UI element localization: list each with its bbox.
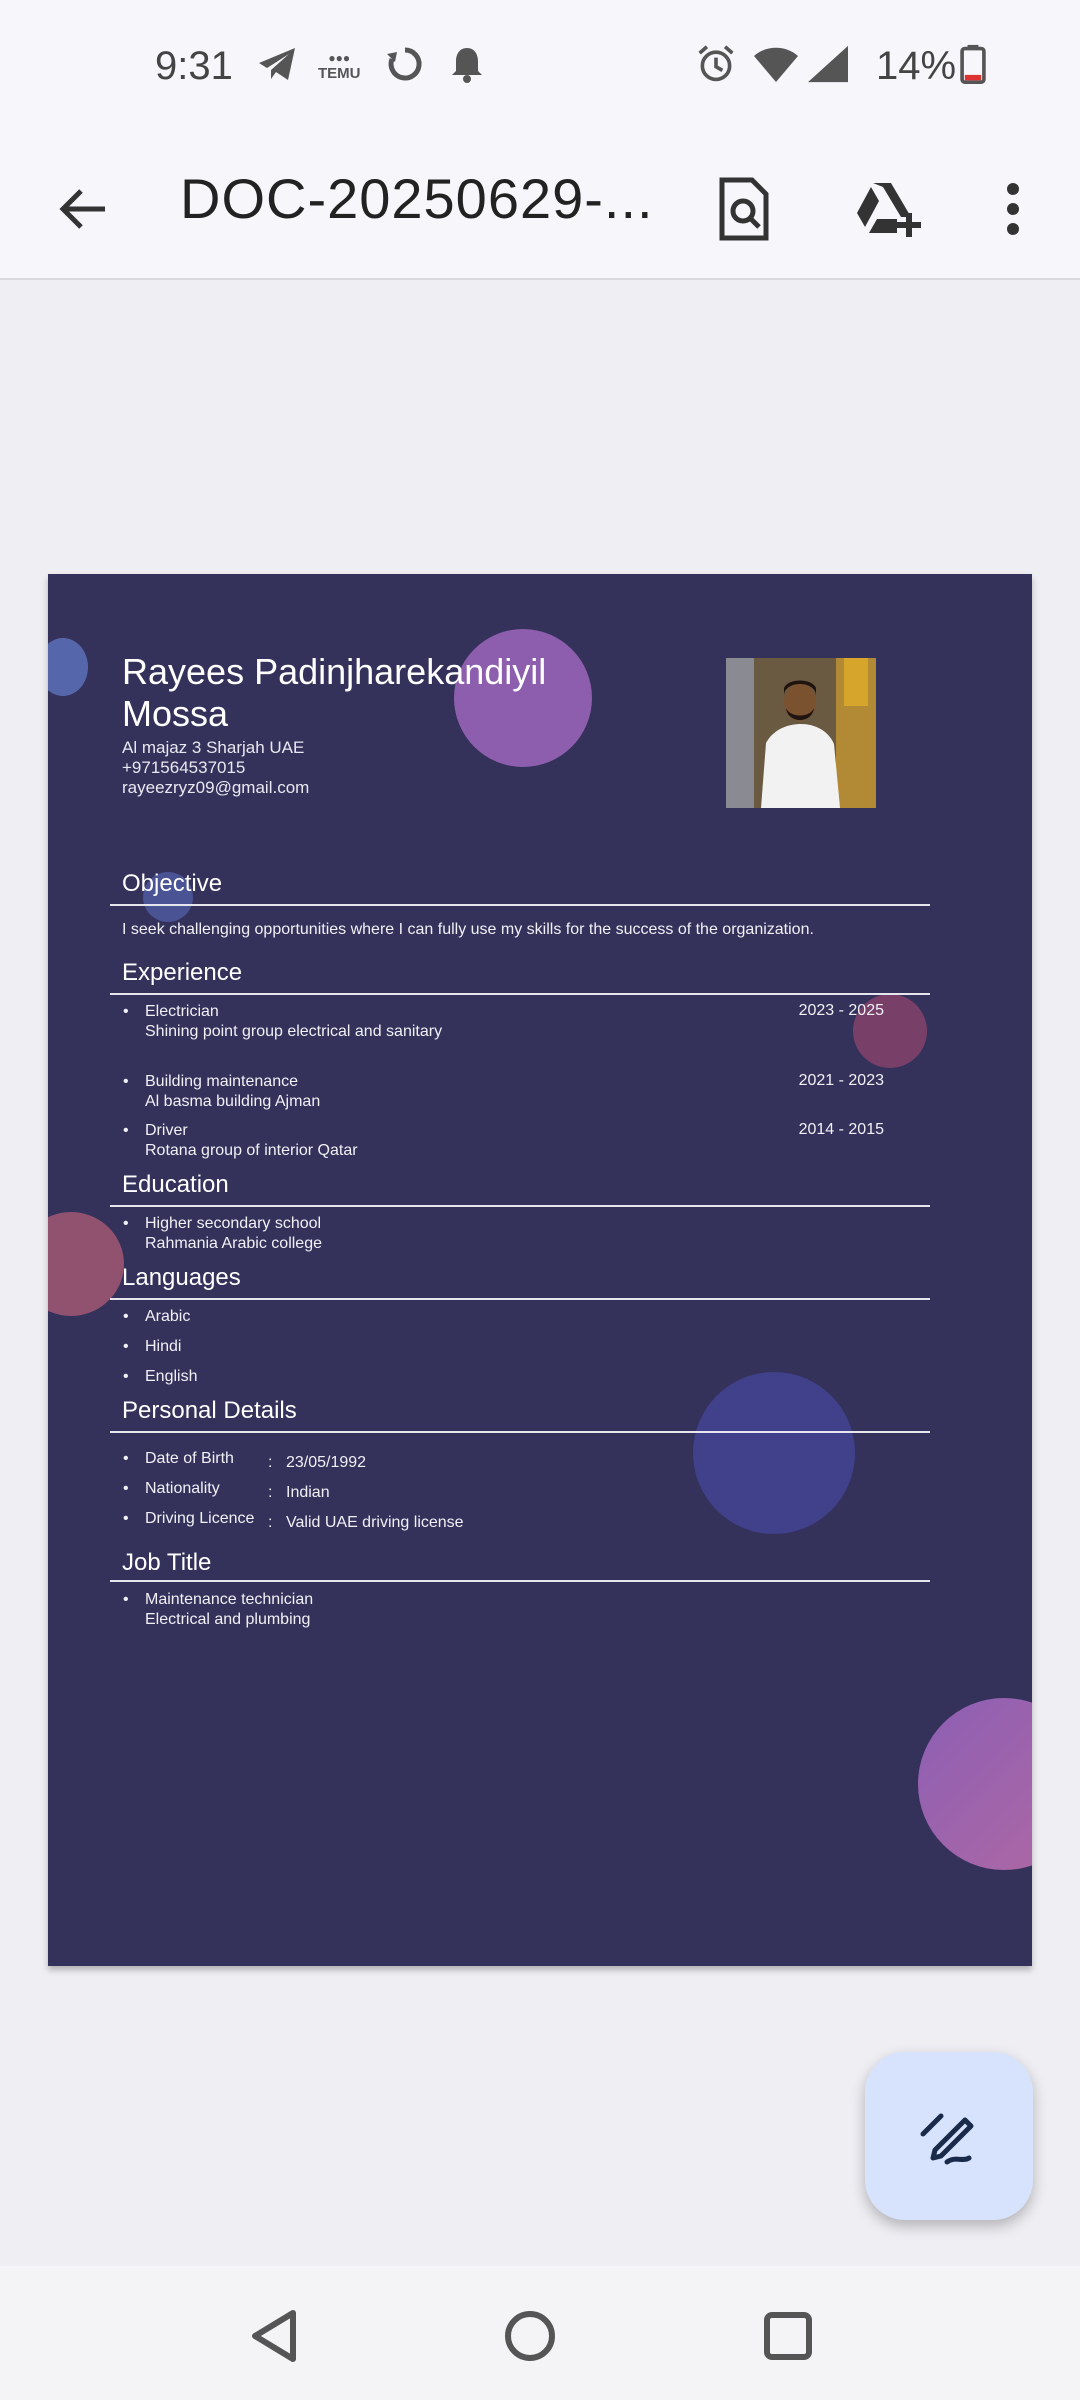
personal-value: Valid UAE driving license bbox=[286, 1514, 464, 1531]
objective-heading: Objective bbox=[122, 870, 223, 897]
experience-company: Rotana group of interior Qatar bbox=[145, 1142, 358, 1159]
job-title-line: Electrical and plumbing bbox=[145, 1611, 311, 1628]
personal-label: • Date of Birth bbox=[145, 1449, 234, 1469]
email-text: rayeezryz09@gmail.com bbox=[122, 778, 310, 797]
personal-label: • Driving Licence bbox=[145, 1509, 254, 1529]
education-heading: Education bbox=[122, 1171, 229, 1198]
education-item bbox=[145, 1214, 322, 1254]
document-title: DOC-20250629-... bbox=[180, 167, 654, 230]
sync-icon bbox=[385, 44, 425, 84]
experience-item bbox=[145, 1072, 320, 1112]
add-to-drive-button[interactable] bbox=[843, 164, 933, 254]
nav-back-icon bbox=[249, 2309, 299, 2363]
more-options-button[interactable] bbox=[968, 164, 1058, 254]
phone-text: +971564537015 bbox=[122, 758, 246, 777]
job-title-item bbox=[145, 1590, 313, 1630]
experience-item bbox=[145, 1002, 442, 1042]
personal-value: 23/05/1992 bbox=[286, 1454, 367, 1471]
personal-details-heading: Personal Details bbox=[122, 1397, 297, 1424]
objective-text: I seek challenging opportunities where I can fully use my skills for the success of the organization. bbox=[122, 921, 814, 938]
alarm-icon bbox=[694, 44, 738, 84]
address-text: Al majaz 3 Sharjah UAE bbox=[122, 738, 305, 757]
app-bar bbox=[0, 140, 1080, 280]
section-divider bbox=[110, 904, 930, 906]
language-item: • English bbox=[145, 1367, 197, 1387]
signal-icon bbox=[805, 44, 851, 84]
experience-heading: Experience bbox=[122, 959, 243, 986]
status-bar bbox=[0, 0, 1080, 140]
telegram-icon bbox=[255, 44, 299, 84]
profile-photo bbox=[726, 658, 876, 808]
experience-role: • Electrician bbox=[145, 1003, 219, 1020]
language-item: • Hindi bbox=[145, 1337, 181, 1357]
drive-add-icon bbox=[853, 181, 923, 237]
experience-company: Shining point group electrical and sanitary bbox=[145, 1023, 443, 1040]
section-divider bbox=[110, 1580, 930, 1582]
search-in-doc-icon bbox=[716, 177, 772, 241]
status-time: 9:31 bbox=[155, 44, 233, 88]
document-page[interactable] bbox=[48, 574, 1032, 1966]
nav-back-button[interactable] bbox=[244, 2306, 304, 2366]
job-title-line: • Maintenance technician bbox=[145, 1591, 314, 1608]
job-title-heading: Job Title bbox=[122, 1549, 212, 1576]
wifi-icon bbox=[752, 44, 800, 84]
experience-years: 2021 - 2023 bbox=[798, 1072, 884, 1089]
experience-years: 2014 - 2015 bbox=[798, 1121, 884, 1138]
system-navigation-bar bbox=[0, 2266, 1080, 2400]
experience-item bbox=[145, 1121, 358, 1161]
more-vert-icon bbox=[1005, 182, 1021, 236]
resume-content bbox=[48, 574, 1032, 1966]
personal-separator: : bbox=[268, 1484, 273, 1501]
section-divider bbox=[110, 1298, 930, 1300]
nav-recents-icon bbox=[763, 2311, 813, 2361]
nav-recents-button[interactable] bbox=[758, 2306, 818, 2366]
find-in-document-button[interactable] bbox=[699, 164, 789, 254]
experience-role: • Building maintenance bbox=[145, 1073, 298, 1090]
personal-separator: : bbox=[268, 1454, 273, 1471]
section-divider bbox=[110, 1205, 930, 1207]
temu-icon: ●●● TEMU bbox=[318, 51, 361, 82]
edit-fab[interactable] bbox=[865, 2052, 1033, 2220]
education-school: Rahmania Arabic college bbox=[145, 1235, 322, 1252]
experience-role: • Driver bbox=[145, 1122, 188, 1139]
experience-years: 2023 - 2025 bbox=[798, 1002, 884, 1019]
personal-separator: : bbox=[268, 1514, 273, 1531]
nav-home-button[interactable] bbox=[500, 2306, 560, 2366]
experience-company: Al basma building Ajman bbox=[145, 1093, 321, 1110]
back-arrow-icon bbox=[57, 183, 109, 235]
battery-percent: 14% bbox=[876, 44, 957, 88]
resume-name: Rayees Padinjharekandiyil Mossa bbox=[122, 651, 547, 734]
personal-value: Indian bbox=[286, 1484, 330, 1501]
education-level: • Higher secondary school bbox=[145, 1215, 322, 1232]
temu-label: TEMU bbox=[318, 65, 361, 82]
nav-home-icon bbox=[503, 2309, 557, 2363]
personal-label: • Nationality bbox=[145, 1479, 220, 1499]
edit-pen-icon bbox=[917, 2104, 981, 2168]
language-item: • Arabic bbox=[145, 1307, 190, 1327]
section-divider bbox=[110, 1431, 930, 1433]
resume-contact bbox=[122, 738, 309, 798]
section-divider bbox=[110, 993, 930, 995]
back-button[interactable] bbox=[38, 164, 128, 254]
languages-heading: Languages bbox=[122, 1264, 241, 1291]
notification-bell-icon bbox=[447, 44, 487, 84]
battery-icon bbox=[958, 44, 988, 84]
